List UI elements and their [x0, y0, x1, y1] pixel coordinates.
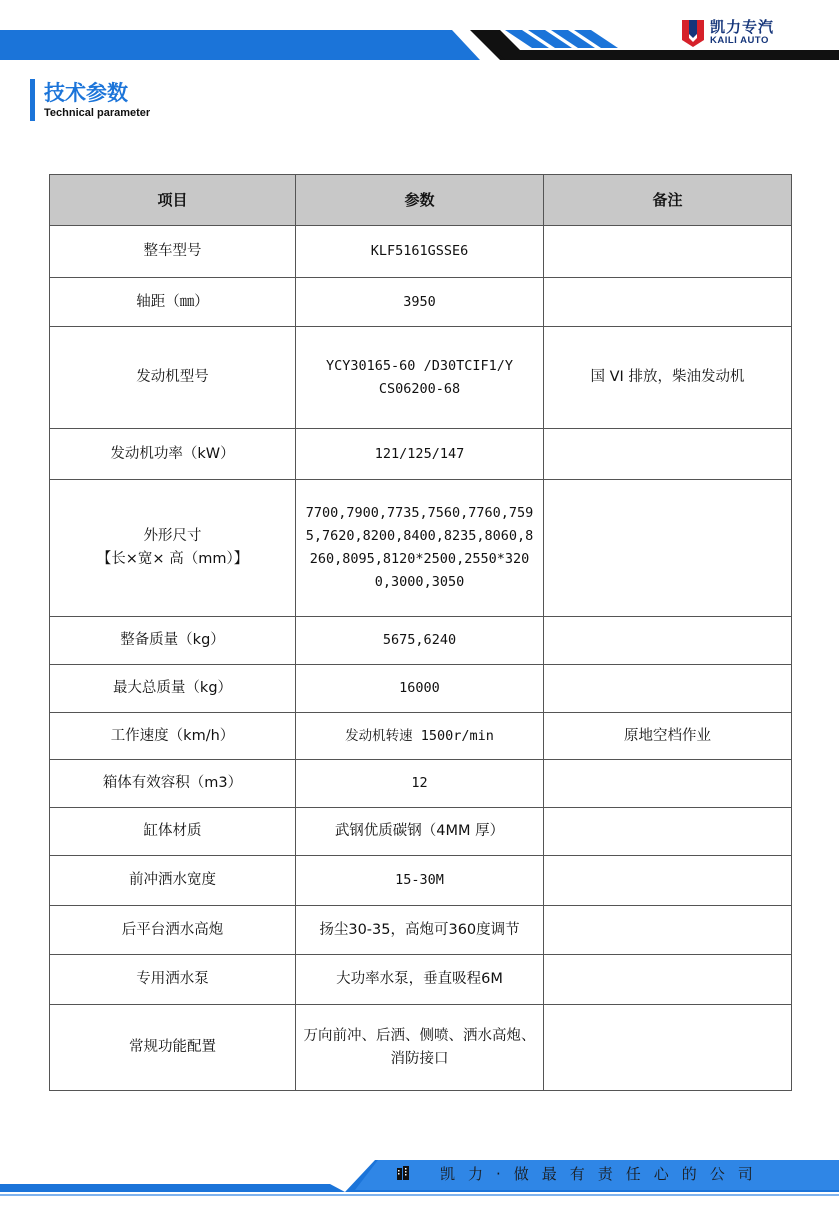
row-param: 15-30M: [296, 856, 544, 906]
row-note: [544, 856, 792, 906]
page-title: 技术参数: [44, 81, 128, 105]
row-item: 后平台洒水高炮: [50, 906, 296, 955]
row-param: 7700,7900,7735,7560,7760,7595,7620,8200,8400,8235,8060,8260,8095,8120*2500,2550*3200,3000,3050: [296, 480, 544, 617]
logo-text-en: KAILI AUTO: [710, 35, 769, 46]
row-item: 箱体有效容积（m3）: [50, 760, 296, 808]
row-item: 常规功能配置: [50, 1005, 296, 1091]
row-item: 整备质量（kg）: [50, 617, 296, 665]
row-param: 大功率水泵，垂直吸程6M: [296, 955, 544, 1005]
row-note: [544, 760, 792, 808]
row-note: [544, 617, 792, 665]
brand-logo: [680, 16, 800, 50]
row-note: [544, 808, 792, 856]
building-icon: [395, 1165, 411, 1181]
row-param: 万向前冲、后洒、侧喷、洒水高炮、消防接口: [296, 1005, 544, 1091]
row-note: [544, 226, 792, 278]
row-param: KLF5161GSSE6: [296, 226, 544, 278]
row-item: 专用洒水泵: [50, 955, 296, 1005]
row-note: [544, 906, 792, 955]
table-row: [50, 480, 792, 617]
row-note: [544, 1005, 792, 1091]
table-row: [50, 665, 792, 713]
table-row: [50, 713, 792, 760]
row-param: 5675,6240: [296, 617, 544, 665]
table-row: [50, 327, 792, 429]
table-row: [50, 760, 792, 808]
table-row: [50, 278, 792, 327]
row-param: 扬尘30-35，高炮可360度调节: [296, 906, 544, 955]
row-param: 武钢优质碳钢（4MM 厚）: [296, 808, 544, 856]
table-header-row: [50, 175, 792, 226]
table-row: [50, 906, 792, 955]
row-item: 发动机功率（kW）: [50, 429, 296, 480]
row-param: 16000: [296, 665, 544, 713]
logo-mark-icon: [680, 18, 706, 48]
row-item: 整车型号: [50, 226, 296, 278]
header-item: 项目: [50, 175, 296, 226]
row-param: 121/125/147: [296, 429, 544, 480]
header-param: 参数: [296, 175, 544, 226]
row-item: 工作速度（km/h）: [50, 713, 296, 760]
row-note: 国 VI 排放，柴油发动机: [544, 327, 792, 429]
table-row: [50, 226, 792, 278]
row-item-dimensions: [50, 480, 296, 617]
row-note: [544, 278, 792, 327]
row-item: 前冲洒水宽度: [50, 856, 296, 906]
row-item-sub: 【长×宽× 高（mm）】: [96, 551, 249, 567]
table-row: [50, 856, 792, 906]
logo-text-cn: 凯力专汽: [710, 18, 775, 36]
row-item: 发动机型号: [50, 327, 296, 429]
row-param: 12: [296, 760, 544, 808]
table-row: [50, 955, 792, 1005]
title-accent-bar: [30, 79, 35, 121]
row-note: [544, 665, 792, 713]
row-note: [544, 429, 792, 480]
table-row: [50, 808, 792, 856]
row-item: 最大总质量（kg）: [50, 665, 296, 713]
spec-table: [49, 174, 792, 1091]
row-param: 3950: [296, 278, 544, 327]
row-item: 缸体材质: [50, 808, 296, 856]
row-item: 外形尺寸: [143, 528, 202, 544]
table-row: [50, 429, 792, 480]
row-param: YCY30165-60 /D30TCIF1/YCS06200-68: [296, 327, 544, 429]
row-param: 发动机转速 1500r/min: [296, 713, 544, 760]
row-note: [544, 480, 792, 617]
row-note: 原地空档作业: [544, 713, 792, 760]
row-note: [544, 955, 792, 1005]
footer-slogan: 凯力·做最有责任心的公司: [440, 1165, 766, 1183]
page-subtitle: Technical parameter: [44, 107, 151, 119]
header-note: 备注: [544, 175, 792, 226]
table-row: [50, 617, 792, 665]
table-row: [50, 1005, 792, 1091]
row-item: 轴距（㎜）: [50, 278, 296, 327]
